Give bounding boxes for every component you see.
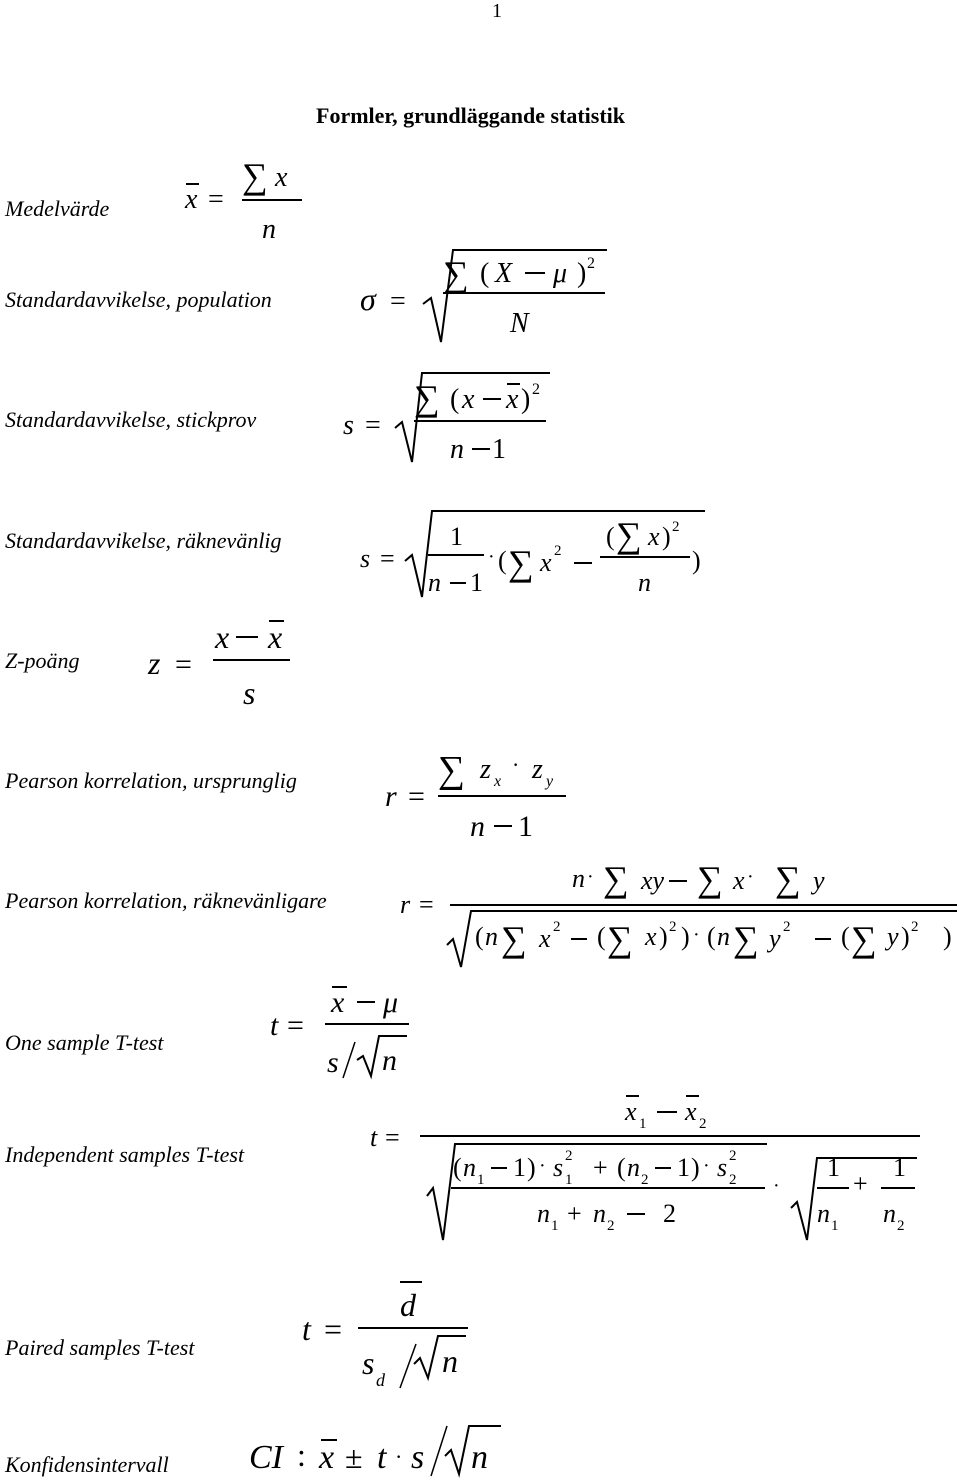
svg-text:d: d [376,1370,385,1390]
svg-text:2: 2 [897,1218,905,1234]
svg-text:): ) [662,522,671,551]
page-title: Formler, grundläggande statistik [316,103,626,128]
svg-text:∑: ∑ [603,859,629,899]
svg-text:): ) [659,922,668,951]
svg-text:r: r [385,780,397,813]
svg-text:N: N [510,308,529,339]
svg-text:2: 2 [729,1148,737,1164]
label-pearson-ursprunglig: Pearson korrelation, ursprunglig [5,768,297,793]
svg-text:): ) [527,1153,536,1182]
svg-text:s: s [327,1046,339,1079]
formula-independent [365,1088,925,1248]
svg-text:): ) [901,922,910,951]
svg-text:t: t [302,1311,311,1347]
svg-text:2: 2 [699,1116,707,1132]
svg-text:=: = [208,184,224,215]
svg-text:z: z [480,754,491,785]
svg-text:(: ( [475,922,484,951]
svg-text:∑: ∑ [607,919,633,959]
svg-text:n: n [638,568,651,597]
svg-text:x: x [268,619,283,655]
svg-text:·: · [703,1155,710,1177]
svg-text:·: · [539,1155,546,1177]
label-independent: Independent samples T-test [5,1142,245,1167]
formula-sd-stickprov [340,370,560,470]
svg-text:+: + [593,1153,608,1182]
svg-text:x: x [494,773,502,790]
svg-text:y: y [887,922,899,951]
formula-z-poang [140,612,300,717]
svg-text:2: 2 [553,919,561,935]
svg-text:n: n [463,1153,476,1182]
svg-text:x: x [462,384,475,415]
label-pearson-raknevanligare: Pearson korrelation, räknevänligare [5,888,327,913]
svg-text:2: 2 [783,919,791,935]
svg-text:x: x [506,384,519,415]
svg-text:x: x [215,619,230,655]
svg-text:∑: ∑ [438,749,466,791]
svg-text:xy: xy [641,866,665,895]
svg-text:x: x [185,184,198,215]
formula-one-sample [265,980,425,1085]
svg-text:1: 1 [450,522,463,551]
label-z-poang: Z-poäng [5,648,80,673]
svg-text:y: y [769,924,781,953]
svg-text:1: 1 [551,1218,559,1234]
svg-text:x: x [275,162,288,193]
svg-text:1: 1 [565,1172,573,1188]
svg-text:n: n [883,1199,896,1228]
svg-text:t: t [377,1439,387,1476]
label-medelvarde: Medelvärde [5,196,110,221]
svg-text:∑: ∑ [775,859,801,899]
formula-pearson-ursprunglig [380,740,580,845]
svg-text:∑: ∑ [501,919,527,959]
svg-text:2: 2 [532,381,540,398]
svg-text:2: 2 [607,1218,615,1234]
label-sd-stickprov: Standardavvikelse, stickprov [5,407,257,432]
svg-text:1: 1 [492,434,506,465]
svg-text:2: 2 [669,919,677,935]
svg-text:2: 2 [729,1172,737,1188]
svg-text:x: x [319,1439,335,1476]
svg-text:=: = [365,410,381,441]
formula-pearson-raknevanligare [395,855,960,970]
svg-text:(: ( [707,922,716,951]
svg-text:): ) [681,922,690,951]
svg-text:=: = [390,286,406,317]
svg-text:2: 2 [911,919,919,935]
svg-text:n: n [471,1439,488,1476]
svg-text:s: s [553,1153,564,1182]
svg-text:1: 1 [831,1218,839,1234]
svg-text:(: ( [453,1153,462,1182]
svg-text:): ) [691,1153,700,1182]
svg-text:s: s [360,544,371,573]
svg-text:·: · [512,752,520,777]
page-number: 1 [492,0,502,22]
svg-text:CI: CI [249,1439,283,1476]
label-sd-population: Standardavvikelse, population [5,287,272,312]
svg-text:=: = [408,780,425,813]
svg-text::: : [297,1437,306,1473]
svg-text:1: 1 [513,1153,526,1182]
svg-text:n: n [572,864,585,893]
svg-text:2: 2 [672,519,680,535]
svg-text:x: x [645,922,657,951]
svg-text:μ: μ [383,986,399,1019]
svg-text:·: · [693,924,700,946]
svg-text:=: = [324,1311,343,1347]
svg-text:z: z [532,754,543,785]
svg-text:n: n [262,214,276,245]
svg-text:d: d [400,1287,416,1323]
svg-text:2: 2 [663,1199,676,1228]
svg-text:n: n [717,922,730,951]
svg-text:x: x [539,924,551,953]
svg-text:y: y [813,866,825,895]
svg-text:s: s [343,410,354,441]
svg-text:2: 2 [587,255,595,272]
svg-text:(: ( [841,922,850,951]
svg-text:2: 2 [565,1148,573,1164]
svg-text:z: z [148,645,161,681]
svg-text:1: 1 [677,1153,690,1182]
svg-text:s: s [362,1345,375,1381]
svg-text:∑: ∑ [443,254,469,294]
svg-text:): ) [577,258,587,289]
svg-text:±: ± [345,1439,363,1475]
svg-text:x: x [685,1097,697,1126]
svg-text:n: n [817,1199,830,1228]
svg-text:(: ( [617,1153,626,1182]
svg-text:n: n [627,1153,640,1182]
svg-text:): ) [521,384,531,415]
label-paired: Paired samples T-test [5,1335,195,1360]
svg-text:=: = [287,1009,304,1042]
svg-text:n: n [593,1199,606,1228]
svg-text:): ) [943,922,952,951]
label-one-sample: One sample T-test [5,1030,164,1055]
svg-text:(: ( [480,258,490,289]
svg-text:2: 2 [641,1172,649,1188]
svg-text:∑: ∑ [851,919,877,959]
svg-text:s: s [411,1439,425,1476]
svg-text:t: t [270,1009,279,1042]
svg-text:n: n [470,810,485,843]
formula-konfidensintervall [245,1418,515,1480]
svg-text:n: n [485,922,498,951]
svg-text:(: ( [450,384,460,415]
label-konfidensintervall: Konfidensintervall [5,1452,169,1477]
formula-paired [300,1270,480,1400]
svg-text:=: = [380,544,395,573]
svg-text:n: n [537,1199,550,1228]
svg-text:∑: ∑ [733,919,759,959]
formula-sd-raknevanlig [360,505,720,610]
svg-text:x: x [648,522,660,551]
svg-text:): ) [692,546,701,575]
formula-sd-population [355,238,615,348]
svg-text:1: 1 [639,1116,647,1132]
svg-text:·: · [395,1444,403,1469]
svg-text:(: ( [498,546,507,575]
svg-text:1: 1 [518,810,533,843]
svg-text:∑: ∑ [616,515,642,555]
svg-text:r: r [400,890,411,919]
svg-text:(: ( [597,922,606,951]
svg-text:=: = [419,890,434,919]
svg-text:1: 1 [827,1153,840,1182]
svg-text:t: t [370,1123,378,1152]
svg-text:=: = [175,648,192,681]
svg-text:n: n [450,434,464,465]
svg-text:∑: ∑ [697,859,723,899]
svg-text:x: x [540,548,552,577]
svg-text:+: + [853,1169,868,1198]
svg-text:·: · [488,546,495,568]
svg-text:∑: ∑ [508,543,534,583]
svg-text:μ: μ [553,258,568,289]
svg-text:·: · [773,1175,780,1197]
svg-text:+: + [567,1199,582,1228]
svg-text:n: n [382,1044,397,1077]
svg-text:n: n [428,568,441,597]
svg-text:1: 1 [893,1153,906,1182]
svg-text:σ: σ [360,281,376,317]
svg-text:s: s [243,675,256,711]
svg-text:x: x [733,866,745,895]
svg-text:·: · [587,866,594,888]
svg-text:2: 2 [554,543,562,559]
svg-text:∑: ∑ [242,156,268,196]
svg-text:1: 1 [470,568,483,597]
formula-medelvarde [170,148,310,248]
svg-text:s: s [717,1153,728,1182]
svg-text:=: = [385,1123,400,1152]
svg-text:x: x [331,986,345,1019]
svg-text:(: ( [606,522,615,551]
svg-text:X: X [495,258,513,289]
label-sd-raknevanlig: Standardavvikelse, räknevänlig [5,528,282,553]
svg-text:1: 1 [477,1172,485,1188]
svg-text:y: y [546,773,554,790]
svg-text:n: n [442,1343,458,1379]
svg-text:x: x [625,1097,637,1126]
svg-text:∑: ∑ [414,378,440,418]
svg-text:·: · [747,866,754,888]
